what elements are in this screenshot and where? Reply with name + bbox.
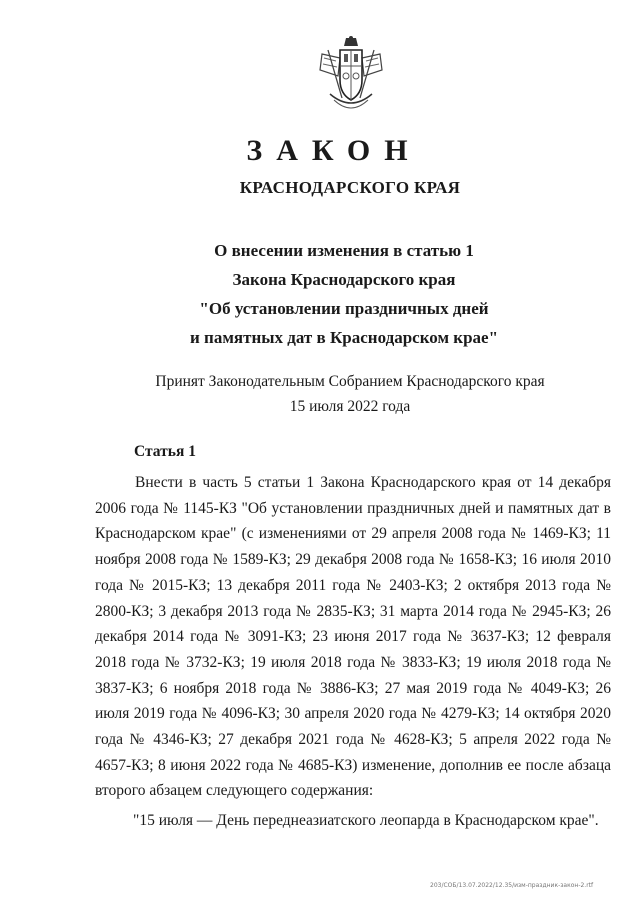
file-code-footer: 203/СОБ/13.07.2022/12.35/изм-праздник-закон-2.rtf <box>430 882 594 889</box>
law-name <box>0 236 640 352</box>
law-name-line: "Об установлении праздничных дней <box>199 299 489 318</box>
law-name-line: Закона Краснодарского края <box>232 270 456 289</box>
law-name-line: О внесении изменения в статью 1 <box>214 241 474 260</box>
article-body: Внести в часть 5 статьи 1 Закона Краснодарского края от 14 декабря 2006 года № 1145-КЗ "Об установлении праздничных дней и памятных дат в Краснодарском крае" (с изменениями от 29 апреля 2008 года № 1469-КЗ; 11 ноября 2008 года № 1589-КЗ; 29 декабря 2008 года № 1658-КЗ; 16 июля 2010 года № 2015-КЗ; 13 декабря 2011 года № 2403-КЗ; 2 октября 2013 года № 2800-КЗ; 3 декабря 2013 года № 2835-КЗ; 31 марта 2014 года № 2945-КЗ; 26 декабря 2014 года № 3091-КЗ; 23 июня 2017 года № 3637-КЗ; 12 февраля 2018 года № 3732-КЗ; 19 июля 2018 года № 3833-КЗ; 19 июля 2018 года № 3837-КЗ; 6 ноября 2018 года № 3886-КЗ; 27 мая 2019 года № 4049-КЗ; 26 июля 2019 года № 4096-КЗ; 30 апреля 2020 года № 4279-КЗ; 14 октября 2020 года № 4346-КЗ; 27 декабря 2021 года № 4628-КЗ; 5 апреля 2022 года № 4657-КЗ; 8 июня 2022 года № 4685-КЗ) изменение, дополнив ее после абзаца второго абзацем следующего содержания: <box>95 474 611 800</box>
law-name-line: и памятных дат в Краснодарском крае" <box>189 328 499 347</box>
document-subtitle: КРАСНОДАРСКОГО КРАЯ <box>239 178 461 197</box>
article-heading: Статья 1 <box>134 443 196 460</box>
adoption-statement <box>0 369 640 419</box>
document-title: ЗАКОН <box>246 134 422 167</box>
inserted-paragraph: "15 июля — День переднеазиатского леопарда в Краснодарском крае". <box>133 812 599 829</box>
adoption-date: 15 июля 2022 года <box>289 398 411 415</box>
adoption-body: Принят Законодательным Собранием Краснодарского края <box>155 373 545 390</box>
coat-of-arms-emblem <box>316 36 386 116</box>
